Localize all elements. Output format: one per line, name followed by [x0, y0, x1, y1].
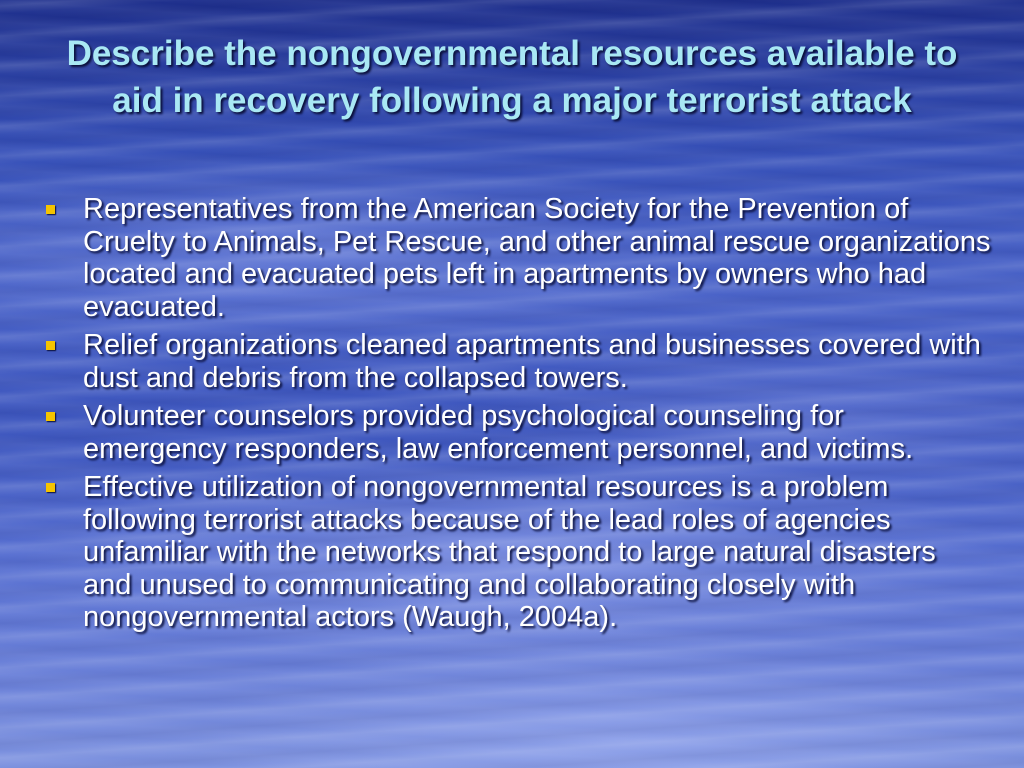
- square-bullet-icon: [46, 483, 55, 492]
- bullet-item: [42, 193, 992, 323]
- square-bullet-icon: [46, 205, 55, 214]
- bullet-text: Volunteer counselors provided psychological counseling for emergency responders, law enforcement personnel, and victims.: [83, 400, 914, 465]
- bullet-item: [42, 329, 992, 394]
- bullet-text: Representatives from the American Society for the Prevention of Cruelty to Animals, Pet Rescue, and other animal rescue organizations located and evacuated pets left in apartments by owners who had evacuated.: [83, 193, 991, 323]
- square-bullet-icon: [46, 341, 55, 350]
- square-bullet-icon: [46, 412, 55, 421]
- slide-title: Describe the nongovernmental resources available to aid in recovery following a major terrorist attack: [66, 34, 958, 120]
- bullet-item: [42, 471, 992, 634]
- bullet-item: [42, 400, 992, 465]
- bullet-list: [42, 193, 992, 640]
- bullet-text: Effective utilization of nongovernmental resources is a problem following terrorist attacks because of the lead roles of agencies unfamiliar with the networks that respond to large natural disasters and unused to communicating and collaborating closely with nongovernmental actors (Waugh, 2004a).: [83, 471, 936, 633]
- bullet-text: Relief organizations cleaned apartments and businesses covered with dust and debris from the collapsed towers.: [83, 329, 981, 394]
